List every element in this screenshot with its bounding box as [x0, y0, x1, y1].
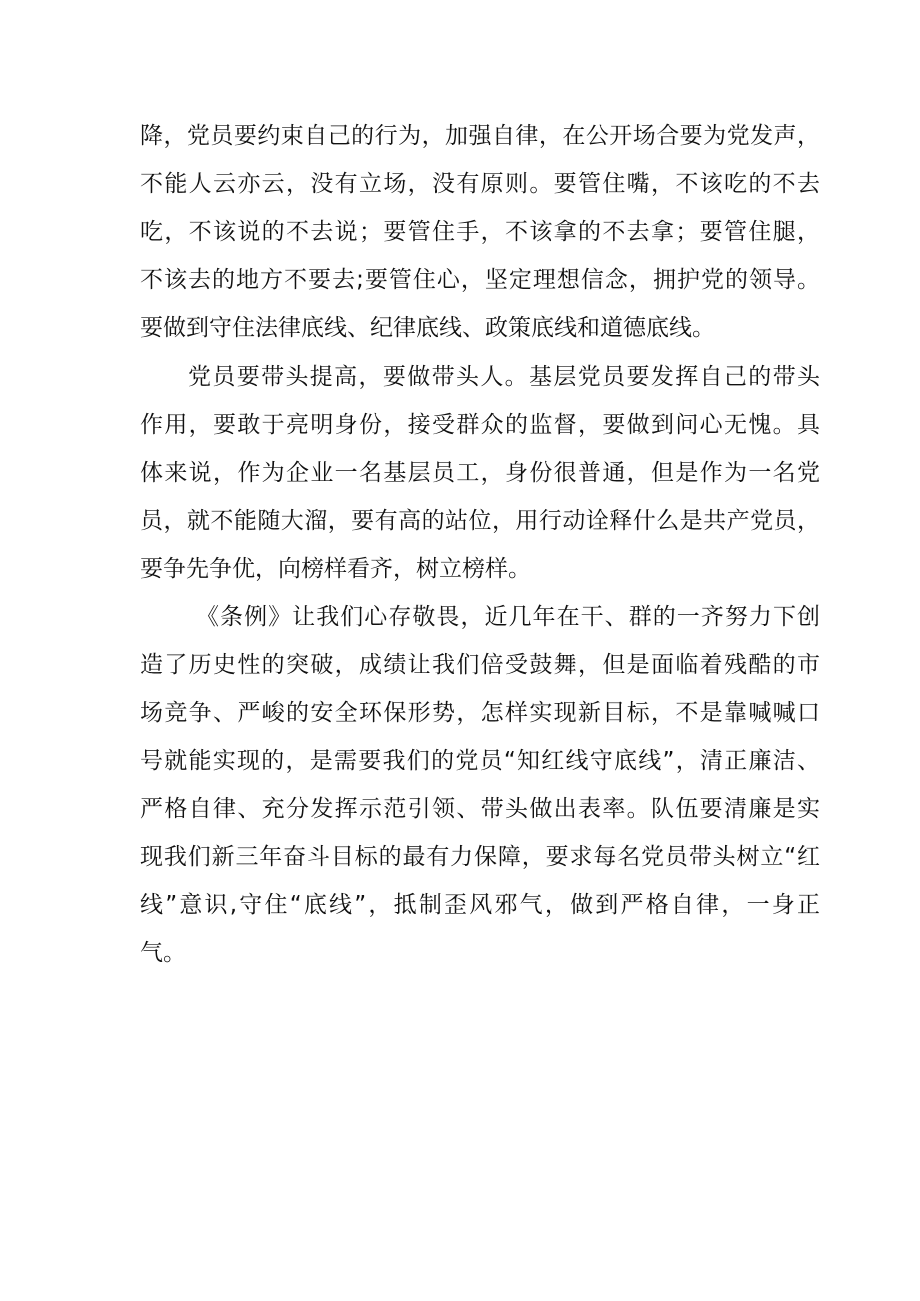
- paragraph-3-line-5: 严格自律、充分发挥示范引领、带头做出表率。队伍要清廉是实: [140, 796, 820, 822]
- paragraph-3-line-8: 气。: [140, 940, 186, 966]
- paragraph-1-line-4: 不该去的地方不要去;要管住心，坚定理想信念，拥护党的领导。: [140, 267, 820, 293]
- paragraph-1-line-3: 吃，不该说的不去说；要管住手，不该拿的不去拿；要管住腿，: [140, 219, 820, 245]
- paragraph-2-line-5: 要争先争优，向榜样看齐，树立榜样。: [140, 556, 531, 582]
- paragraph-1-line-1: 降，党员要约束自己的行为，加强自律，在公开场合要为党发声，: [140, 123, 820, 149]
- paragraph-3-line-6: 现我们新三年奋斗目标的最有力保障，要求每名党员带头树立“红: [140, 844, 820, 870]
- paragraph-3-line-7: 线”意识,守住“底线”，抵制歪风邪气，做到严格自律，一身正: [140, 892, 820, 918]
- paragraph-3-line-1: 《条例》让我们心存敬畏，近几年在干、群的一齐努力下创: [196, 604, 820, 630]
- paragraph-2-line-2: 作用，要敢于亮明身份，接受群众的监督，要做到问心无愧。具: [140, 412, 820, 438]
- paragraph-1-line-2: 不能人云亦云，没有立场，没有原则。要管住嘴，不该吃的不去: [140, 171, 820, 197]
- paragraph-3-line-2: 造了历史性的突破，成绩让我们倍受鼓舞，但是面临着残酷的市: [140, 652, 820, 678]
- paragraph-2-line-3: 体来说，作为企业一名基层员工，身份很普通，但是作为一名党: [140, 460, 820, 486]
- paragraph-2-line-1: 党员要带头提高，要做带头人。基层党员要发挥自己的带头: [188, 364, 820, 390]
- paragraph-1-line-5: 要做到守住法律底线、纪律底线、政策底线和道德底线。: [140, 315, 715, 341]
- paragraph-3-line-4: 号就能实现的，是需要我们的党员“知红线守底线”，清正廉洁、: [140, 748, 820, 774]
- paragraph-3-line-3: 场竞争、严峻的安全环保形势，怎样实现新目标，不是靠喊喊口: [140, 700, 820, 726]
- paragraph-2-line-4: 员，就不能随大溜，要有高的站位，用行动诠释什么是共产党员，: [140, 508, 820, 534]
